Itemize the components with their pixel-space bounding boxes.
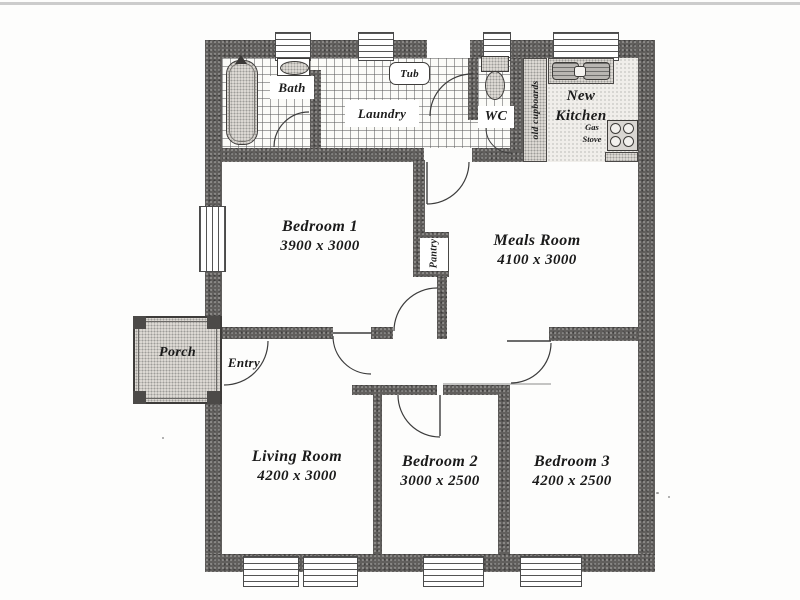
- entry-label: Entry: [227, 355, 261, 370]
- door-arc-bath: [274, 112, 309, 147]
- old-cupboards-label: old cupboards: [531, 80, 541, 140]
- bedroom2-name: Bedroom 2: [401, 453, 479, 470]
- meals-name: Meals Room: [493, 232, 581, 249]
- room-label-porch: [140, 344, 215, 362]
- room-label-bedroom1: [250, 217, 390, 256]
- room-label-bedroom2: [375, 452, 505, 491]
- kitchen-label: New Kitchen: [555, 88, 607, 125]
- bedroom1-dims: 3900 x 3000: [280, 238, 360, 254]
- room-label-bedroom3: [506, 452, 638, 491]
- bath-label: Bath: [278, 79, 306, 95]
- bedroom3-dims: 4200 x 2500: [532, 473, 612, 489]
- gas-stove-label: Gas Stove: [582, 122, 602, 144]
- wc-label: WC: [484, 109, 508, 124]
- meals-dims: 4100 x 3000: [497, 252, 577, 268]
- room-label-meals: [466, 231, 608, 270]
- room-label-living: [224, 447, 370, 486]
- room-label-kitchen: [550, 86, 612, 127]
- laundry-label-box: [345, 100, 419, 127]
- door-arc-wc: [430, 74, 472, 116]
- living-name: Living Room: [251, 448, 343, 465]
- bedroom1-name: Bedroom 1: [281, 218, 359, 235]
- tub-label-box: [389, 62, 430, 85]
- door-arc-wc-inner: [486, 128, 511, 153]
- bedroom3-name: Bedroom 3: [533, 453, 611, 470]
- door-arc-bedroom1: [333, 336, 371, 374]
- pantry-label: Pantry: [428, 238, 440, 269]
- porch-label: Porch: [159, 345, 196, 360]
- door-arc-bedroom3: [511, 343, 551, 383]
- door-arc-bedroom2: [398, 395, 440, 437]
- tub-label: Tub: [400, 67, 419, 80]
- bedroom2-dims: 3000 x 2500: [400, 473, 480, 489]
- bath-label-box: [270, 76, 314, 99]
- laundry-label: Laundry: [357, 105, 407, 121]
- living-dims: 4200 x 3000: [257, 468, 337, 484]
- gas-stove-label-box: [577, 122, 607, 146]
- door-arc-laundry: [427, 162, 469, 204]
- wc-label-box: [478, 106, 514, 128]
- room-label-entry: [221, 355, 267, 371]
- door-arc-meals: [394, 288, 437, 331]
